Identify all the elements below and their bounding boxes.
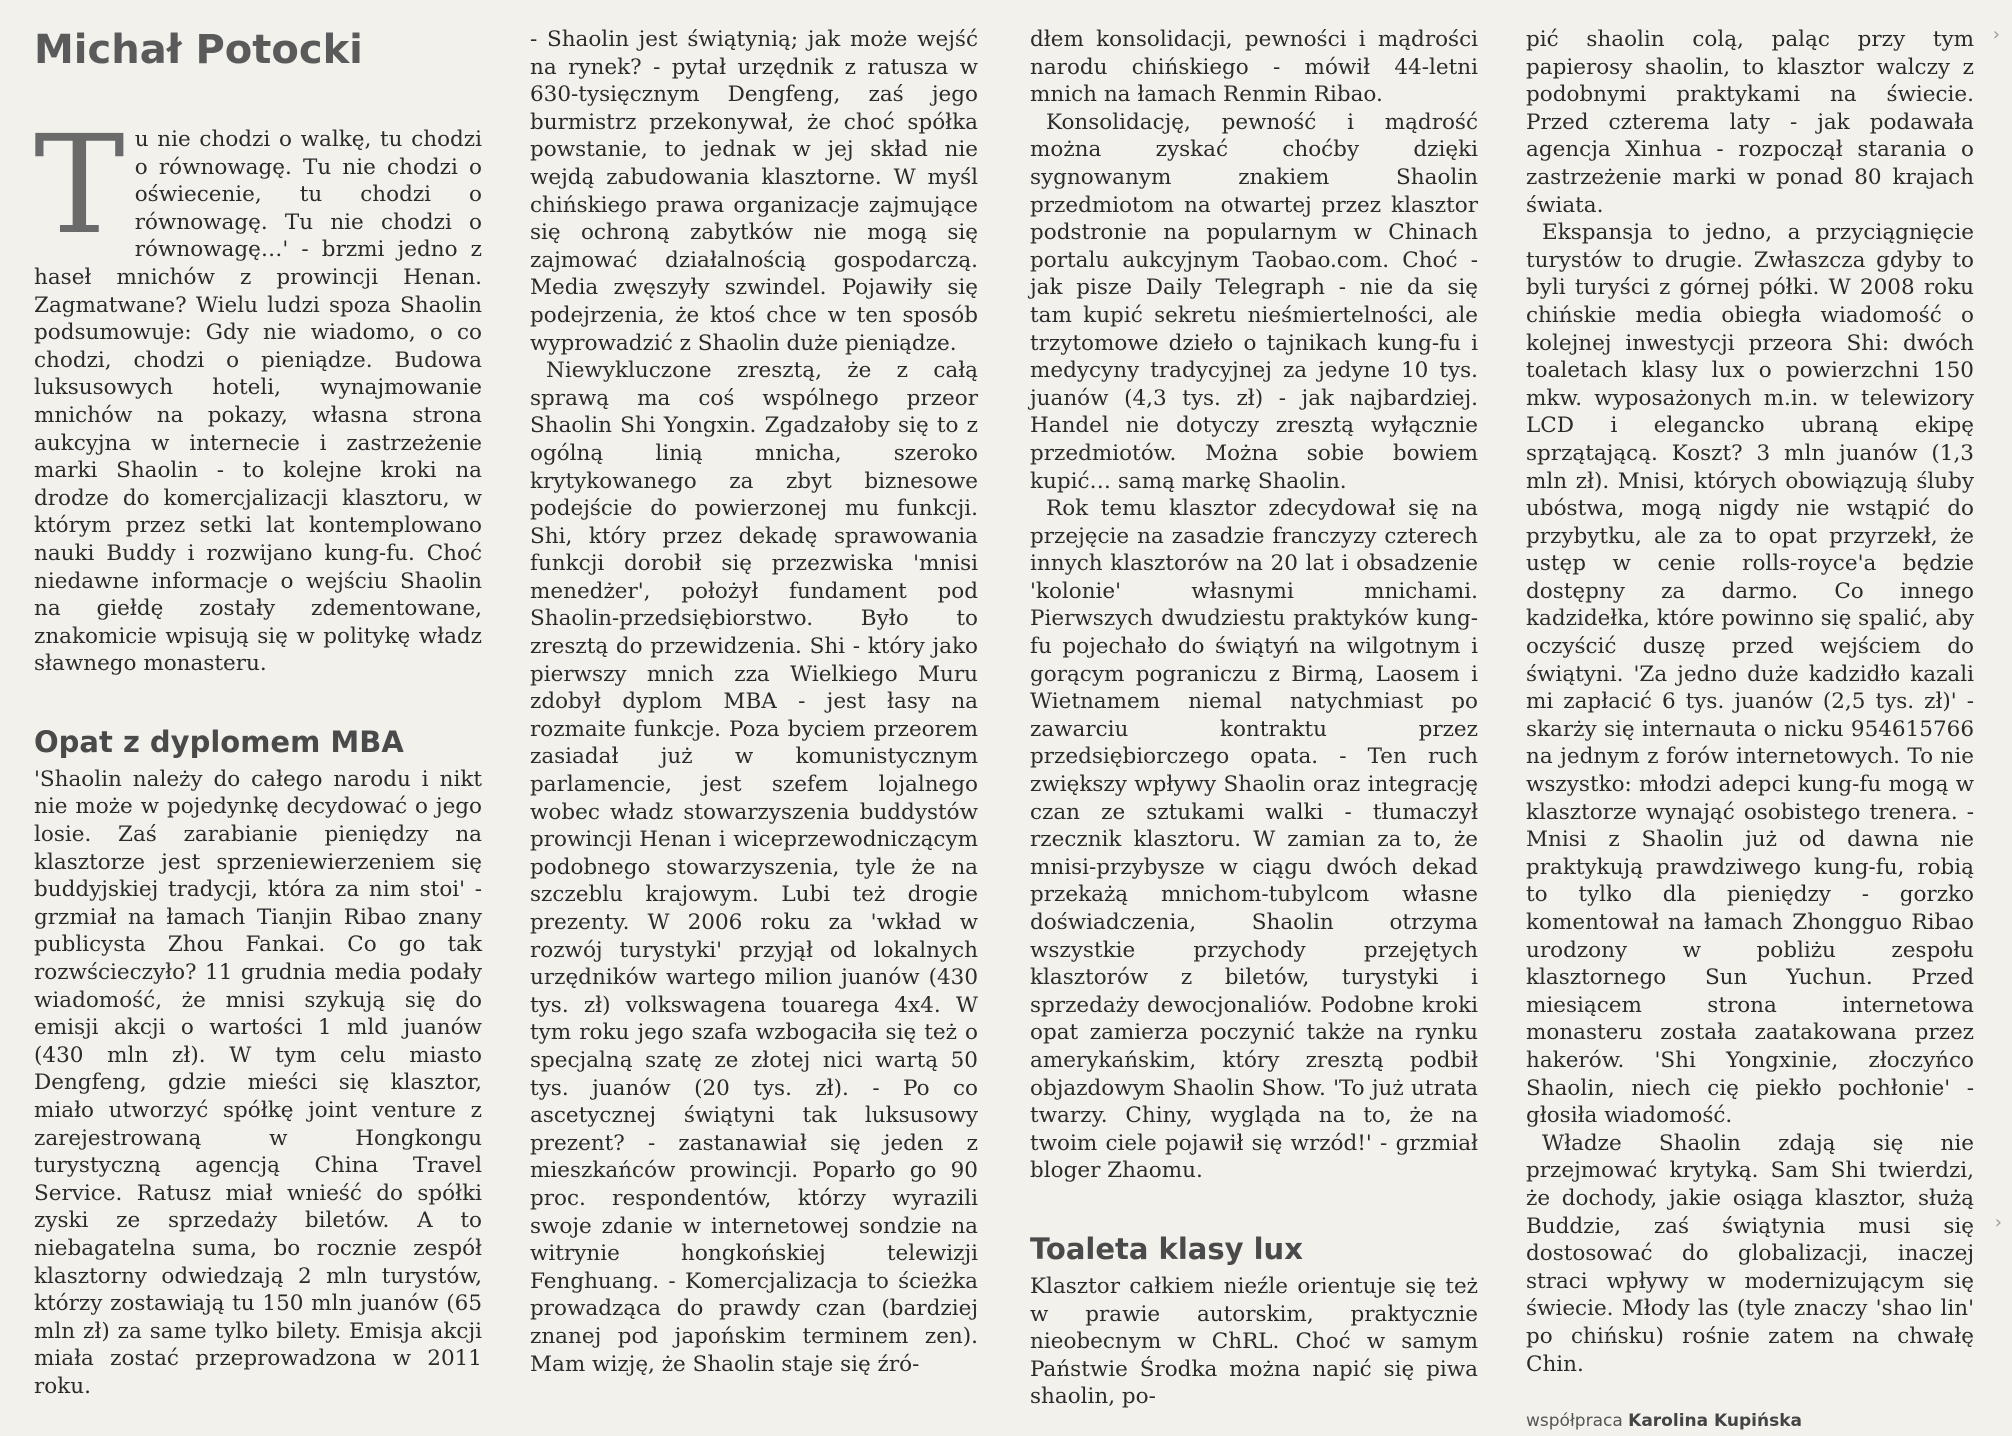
subhead-opat: Opat z dyplomem MBA <box>34 724 404 759</box>
lead-paragraph <box>34 107 482 678</box>
credit-name: Karolina Kupińska <box>1628 1411 1802 1432</box>
credit-label: współpraca <box>1526 1411 1623 1432</box>
paragraph: Klasztor całkiem nieźle orientuje się też w prawie autorskim, praktycznie nieobecnym w ChRL. Choć w samym Państwie Środka można napić się piwa shaolin, po- <box>1030 1273 1478 1410</box>
paragraph: Konsolidację, pewność i mądrość można zyskać choćby dzięki sygnowanym znakiem Shaolin przedmiotom na otwartej przez klasztor podstronie na popularnym w Chinach portalu aukcyjnym Taobao.com. Choć - jak pisze Daily Telegraph - nie da się tam kupić sekretu nieśmiertelności, ale trzytomowe dzieło o tajnikach kung-fu i medycyny tradycyjnej za jedyne 10 tys. juanów (4,3 tys. zł) - jak najbardziej. Handel nie dotyczy zresztą wyłącznie przedmiotów. Można sobie bowiem kupić… samą markę Shaolin. <box>1030 109 1478 494</box>
paragraph: Niewykluczone zresztą, że z całą sprawą ma coś wspólnego przeor Shaolin Shi Yongxin. Zgadzałoby się to z ogólną linią mnicha, szeroko krytykowanego za zbyt biznesowe podejście do powierzonej mu funkcji. Shi, który przez dekadę sprawowania funkcji dorobił się przezwiska 'mnisi menedżer', położył fundament pod Shaolin-przedsiębiorstwo. Było to zresztą do przewidzenia. Shi - który jako pierwszy mnich zza Wielkiego Muru zdobył dyplom MBA - jest łasy na rozmaite funkcje. Poza byciem przeorem zasiadał już w komunistycznym parlamencie, jest szefem lojalnego wobec władz stowarzyszenia buddystów prowincji Henan i wiceprzewodniczącym podobnego stowarzyszenia, tyle że na szczeblu krajowym. Lubi też drogie prezenty. W 2006 roku za 'wkład w rozwój turystyki' przyjął od lokalnych urzędników wartego milion juanów (430 tys. zł) volkswagena touarega 4x4. W tym roku jego szafa wzbogaciła się też o specjalną szatę ze złotej nici wartą 50 tys. juanów (20 tys. zł). - Po co ascetycznej świątyni tak luksusowy prezent? - zastanawiał się jeden z mieszkańców prowincji. Poparło go 90 proc. respondentów, którzy wyrazili swoje zdanie w internetowej sondzie na witrynie hongkońskiej telewizji Fenghuang. - Komercjalizacja to ścieżka prowadząca do prawdy czan (bardziej znanej pod japońskim terminem zen). Mam wizję, że Shaolin staje się źró- <box>530 358 978 1377</box>
paragraph: Ekspansja to jedno, a przyciągnięcie turystów to drugie. Zwłaszcza gdyby to byli turyści z górnej półki. W 2008 roku chińskie media obiegła wiadomość o kolejnej inwestycji przeora Shi: dwóch toaletach klasy lux o powierzchni 150 mkw. wyposażonych m.in. w telewizory LCD i elegancko ubraną ekipę sprzątającą. Koszt? 3 mln juanów (1,3 mln zł). Mnisi, których obowiązują śluby ubóstwa, mogą nigdy nie wstąpić do przybytku, ale za to opat przyrzekł, że ustęp w cenie rolls-royce'a będzie dostępny za darmo. Co innego kadzidełka, które powinno się spalić, aby oczyścić duszę przed wejściem do świątyni. 'Za jedno duże kadzidło kazali mi zapłacić 6 tys. juanów (2,5 tys. zł)' - skarży się internauta o nicku 954615766 na jednym z forów internetowych. To nie wszystko: młodzi adepci kung-fu mogą w klasztorze wynająć osobistego trenera. - Mnisi z Shaolin już od dawna nie praktykują prawdziwego kung-fu, robią to tylko dla pieniędzy - gorzko komentował na łamach Zhongguo Ribao urodzony w pobliżu zespołu klasztornego Sun Yuchun. Przed miesiącem strona internetowa monasteru została zaatakowana przez hakerów. 'Shi Yongxinie, złoczyńco Shaolin, niech cię piekło pochłonie' - głosiła wiadomość. <box>1526 220 1974 1129</box>
continuation-arrow-icon: › <box>1992 24 2000 45</box>
lead-text: u nie chodzi o walkę, tu chodzi o równowagę. Tu nie chodzi o oświecenie, tu chodzi o równowagę. Tu nie chodzi o równowagę…' - brzmi jedno z haseł mnichów z prowincji Henan. Zagmatwane? Wielu ludzi spoza Shaolin podsumowuje: Gdy nie wiadomo, o co chodzi, chodzi o pieniądze. Budowa luksusowych hoteli, wynajmowanie mnichów na pokazy, własna strona aukcyjna w internecie i zastrzeżenie marki Shaolin - to kolejne kroki na drodze do komercjalizacji klasztoru, w którym przez setki lat kontemplowano nauki Buddy i rozwijano kung-fu. Choć niedawne informacje o wejściu Shaolin na giełdę zostały zdementowane, znakomicie wpisują się w politykę władz sławnego monasteru. <box>34 127 482 677</box>
paragraph: - Shaolin jest świątynią; jak może wejść na rynek? - pytał urzędnik z ratusza w 630-tysięcznym Dengfeng, zaś jego burmistrz przekonywał, że choć spółka powstanie, to jednak w jej skład nie wejdą zabudowania klasztorne. W myśl chińskiego prawa organizacje zajmujące się ochroną zabytków nie mogą się zajmować działalnością gospodarczą. Media zwęszyły szwindel. Pojawiły się podejrzenia, że ktoś chce w ten sposób wyprowadzić z Shaolin duże pieniądze. <box>530 27 978 356</box>
paragraph: Rok temu klasztor zdecydował się na przejęcie na zasadzie franczyzy czterech innych klasztorów na 20 lat i obsadzenie 'kolonie' własnymi mnichami. Pierwszych dwudziestu praktyków kung-fu pojechało do świątyń na wilgotnym i gorącym pograniczu z Birmą, Laosem i Wietnamem niemal natychmiast po zawarciu kontraktu przez przedsiębiorczego opata. - Ten ruch zwiększy wpływy Shaolin oraz integrację czan ze sztukami walki - tłumaczył rzecznik klasztoru. W zamian za to, że mnisi-przybysze w ciągu dwóch dekad przekażą mnichom-tubylcom własne doświadczenia, Shaolin otrzyma wszystkie przychody przejętych klasztorów z biletów, turystyki i sprzedaży dewocjonaliów. Podobne kroki opat zamierza poczynić także na rynku amerykańskim, który zresztą podbił objazdowym Shaolin Show. 'To już utrata twarzy. Chiny, wygląda na to, że na twoim ciele pojawił się wrzód!' - grzmiał bloger Zhaomu. <box>1030 496 1478 1184</box>
paragraph: dłem konsolidacji, pewności i mądrości narodu chińskiego - mówił 44-letni mnich na łamach Renmin Ribao. <box>1030 27 1478 108</box>
column-3 <box>1030 26 1478 1410</box>
drop-cap: T <box>34 107 125 265</box>
credit-line <box>1526 1408 1974 1436</box>
page-mark-icon: › <box>1994 1212 2002 1233</box>
column-4 <box>1526 26 1974 1432</box>
paragraph: Władze Shaolin zdają się nie przejmować krytyką. Sam Shi twierdzi, że dochody, jakie osiąga klasztor, służą Buddzie, zaś świątynia musi się dostosować do globalizacji, inaczej straci wpływy w modernizującym się świecie. Młody las (tyle znaczy 'shao lin' po chińsku) rośnie zatem na chwałę Chin. <box>1526 1130 1974 1377</box>
paragraph: 'Shaolin należy do całego narodu i nikt nie może w pojedynkę decydować o jego losie. Zaś zarabianie pieniędzy na klasztorze jest sprzeniewierzeniem się buddyjskiej tradycji, która za nim stoi' - grzmiał na łamach Tianjin Ribao znany publicysta Zhou Fankai. Co go tak rozwścieczyło? 11 grudnia media podały wiadomość, że mnisi szykują się do emisji akcji o wartości 1 mld juanów (430 mln zł). W tym celu miasto Dengfeng, gdzie mieści się klasztor, miało utworzyć spółkę joint venture z zarejestrowaną w Hongkongu turystyczną agencją China Travel Service. Ratusz miał wnieść do spółki zyski ze sprzedaży biletów. A to niebagatelna suma, bo rocznie zespół klasztorny odwiedzają 2 mln turystów, którzy zostawiają tu 150 mln juanów (65 mln zł) za same tylko bilety. Emisja akcji miała zostać przeprowadzona w 2011 roku. <box>34 766 482 1399</box>
author-byline: Michał Potocki <box>34 27 363 73</box>
column-1 <box>34 26 482 1399</box>
column-2 <box>530 26 978 1377</box>
subhead-toaleta: Toaleta klasy lux <box>1030 1231 1303 1266</box>
paragraph: pić shaolin colą, paląc przy tym papierosy shaolin, to klasztor walczy z podobnymi praktykami na świecie. Przed czterema laty - jak podawała agencja Xinhua - rozpoczął starania o zastrzeżenie marki w ponad 80 krajach świata. <box>1526 27 1974 218</box>
